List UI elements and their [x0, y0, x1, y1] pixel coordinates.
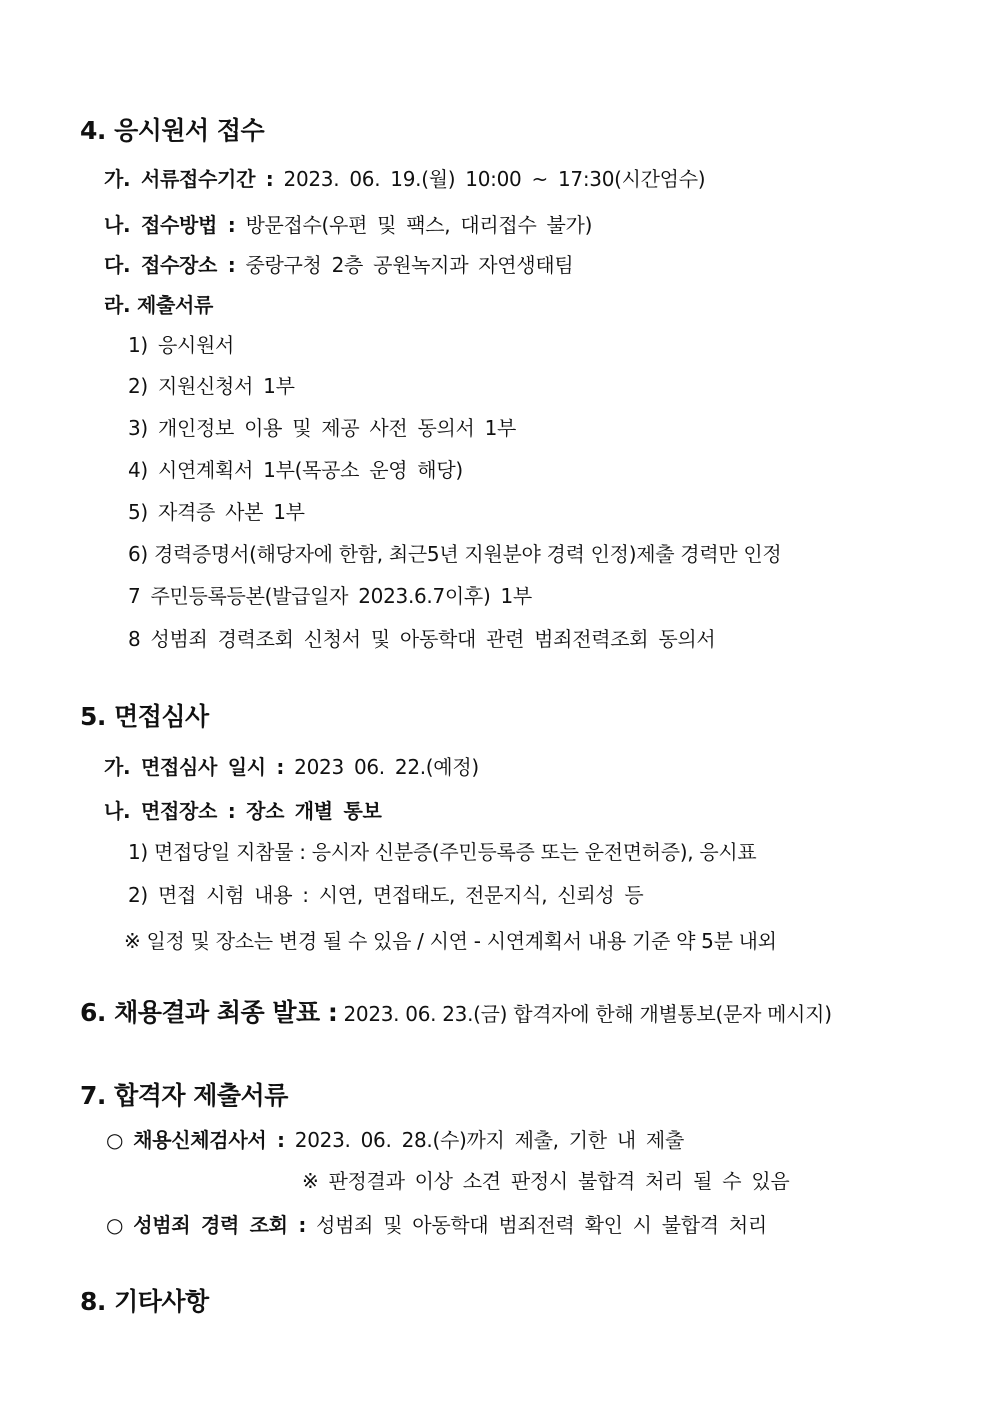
bullet-icon: ○ [106, 1213, 124, 1237]
required-documents-label: 라. 제출서류 [104, 293, 214, 317]
interview-date [104, 755, 479, 779]
document-item: 3) 개인정보 이용 및 제공 사전 동의서 1부 [128, 416, 517, 440]
application-method-value: 방문접수(우편 및 팩스, 대리접수 불가) [235, 213, 593, 237]
health-check-note: ※ 판정결과 이상 소견 판정시 불합격 처리 될 수 있음 [302, 1169, 790, 1193]
application-period [104, 167, 705, 191]
application-period-value: 2023. 06. 19.(월) 10:00 ~ 17:30(시간엄수) [273, 167, 706, 191]
health-check-item [106, 1128, 684, 1152]
section-4-heading: 4. 응시원서 접수 [80, 116, 265, 145]
interview-date-value: 2023 06. 22.(예정) [284, 755, 479, 779]
document-item: 7 주민등록등본(발급일자 2023.6.7이후) 1부 [128, 584, 532, 608]
document-item: 5) 자격증 사본 1부 [128, 500, 305, 524]
document-item: 4) 시연계획서 1부(목공소 운영 해당) [128, 458, 463, 482]
application-period-label: 가. 서류접수기간 : [104, 167, 274, 191]
application-place-value: 중랑구청 2층 공원녹지과 자연생태팀 [235, 253, 574, 277]
document-item: 1) 응시원서 [128, 333, 235, 357]
criminal-check-item [106, 1213, 767, 1237]
interview-place: 나. 면접장소 : 장소 개별 통보 [104, 799, 382, 823]
health-check-label: 채용신체검사서 : [133, 1128, 285, 1152]
application-method [104, 213, 592, 237]
document-item: 6) 경력증명서(해당자에 한함, 최근5년 지원분야 경력 인정)제출 경력만 인정 [128, 542, 782, 566]
criminal-check-value: 성범죄 및 아동학대 범죄전력 확인 시 불합격 처리 [306, 1213, 767, 1237]
criminal-check-label: 성범죄 경력 조회 : [133, 1213, 307, 1237]
interview-item: 1) 면접당일 지참물 : 응시자 신분증(주민등록증 또는 운전면허증), 응시표 [128, 840, 757, 864]
section-5-heading: 5. 면접심사 [80, 702, 209, 731]
bullet-icon: ○ [106, 1128, 124, 1152]
document-item: 8 성범죄 경력조회 신청서 및 아동학대 관련 범죄전력조회 동의서 [128, 627, 716, 651]
interview-note: ※ 일정 및 장소는 변경 될 수 있음 / 시연 - 시연계획서 내용 기준 약 5분 내외 [124, 929, 777, 953]
final-announcement-label: 6. 채용결과 최종 발표 : [80, 998, 338, 1027]
application-place-label: 다. 접수장소 : [104, 253, 236, 277]
section-7-heading: 7. 합격자 제출서류 [80, 1081, 288, 1110]
application-place [104, 253, 573, 277]
section-8-heading: 8. 기타사항 [80, 1287, 209, 1316]
application-method-label: 나. 접수방법 : [104, 213, 236, 237]
document-item: 2) 지원신청서 1부 [128, 374, 295, 398]
interview-item: 2) 면접 시험 내용 : 시연, 면접태도, 전문지식, 신뢰성 등 [128, 883, 644, 907]
final-announcement-value: 2023. 06. 23.(금) 합격자에 한해 개별통보(문자 메시지) [337, 1002, 832, 1026]
health-check-value: 2023. 06. 28.(수)까지 제출, 기한 내 제출 [284, 1128, 684, 1152]
final-announcement [80, 998, 832, 1028]
interview-date-label: 가. 면접심사 일시 : [104, 755, 285, 779]
